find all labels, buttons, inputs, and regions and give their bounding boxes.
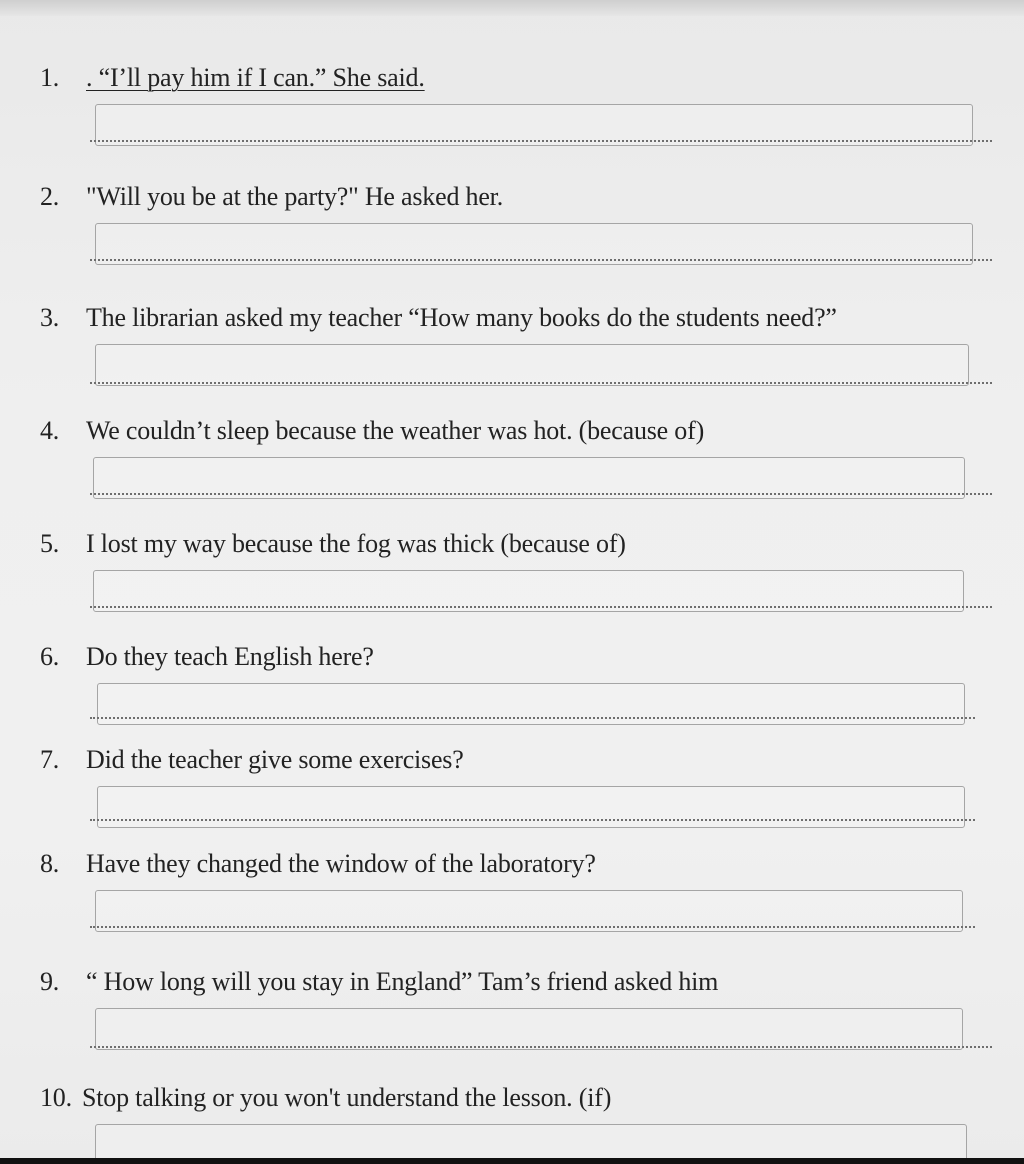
question-prompt <box>40 181 503 213</box>
question-prompt <box>40 744 464 776</box>
answer-dotted-line <box>90 819 975 821</box>
answer-dotted-line <box>90 606 992 608</box>
answer-dotted-line <box>90 1046 992 1048</box>
answer-dotted-line <box>90 140 992 142</box>
page-bottom-edge <box>0 1158 1024 1164</box>
question-number: 6. <box>40 642 60 671</box>
question-prompt <box>40 415 704 447</box>
question-number: 10. <box>40 1083 72 1112</box>
question-prompt <box>40 966 718 998</box>
question-text: “ How long will you stay in England” Tam’s friend asked him <box>86 967 719 996</box>
answer-dotted-line <box>90 382 992 384</box>
question-prompt <box>40 641 374 673</box>
question-number: 8. <box>40 849 60 878</box>
question-text: . “I’ll pay him if I can.” She said. <box>86 63 425 92</box>
answer-dotted-line <box>90 493 992 495</box>
question-number: 3. <box>40 303 60 332</box>
answer-input-7[interactable] <box>97 786 965 828</box>
question-text: Have they changed the window of the laboratory? <box>86 849 596 878</box>
answer-dotted-line <box>90 259 992 261</box>
question-prompt <box>40 1082 611 1114</box>
answer-dotted-line <box>90 926 975 928</box>
question-prompt <box>40 62 425 94</box>
question-number: 2. <box>40 182 60 211</box>
question-number: 5. <box>40 529 60 558</box>
page-top-edge <box>0 0 1024 16</box>
question-prompt <box>40 302 837 334</box>
question-text: Did the teacher give some exercises? <box>86 745 464 774</box>
question-number: 7. <box>40 745 60 774</box>
question-number: 1. <box>40 63 60 92</box>
question-text: Stop talking or you won't understand the lesson. (if) <box>82 1083 612 1112</box>
question-text: Do they teach English here? <box>86 642 374 671</box>
question-prompt <box>40 528 626 560</box>
question-number: 9. <box>40 967 60 996</box>
question-prompt <box>40 848 596 880</box>
question-text: We couldn’t sleep because the weather was hot. (because of) <box>86 416 705 445</box>
answer-input-9[interactable] <box>95 1008 963 1050</box>
question-text: I lost my way because the fog was thick (because of) <box>86 529 626 558</box>
question-text: "Will you be at the party?" He asked her. <box>86 182 504 211</box>
question-number: 4. <box>40 416 60 445</box>
question-text: The librarian asked my teacher “How many books do the students need?” <box>86 303 837 332</box>
answer-dotted-line <box>90 717 975 719</box>
answer-input-3[interactable] <box>95 344 969 386</box>
